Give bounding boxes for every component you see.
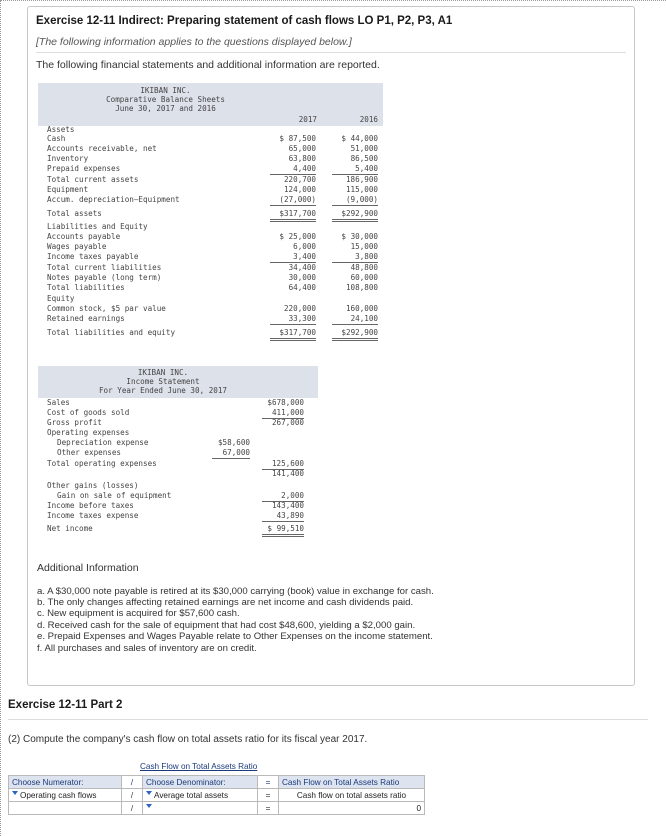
bs-row-label: Inventory xyxy=(47,154,89,163)
bs-value-2017: (27,000) xyxy=(270,195,316,206)
is-outer-value: 143,400 xyxy=(271,501,304,510)
bs-row-label: Equipment xyxy=(47,185,89,194)
divider xyxy=(8,719,648,720)
bs-value-2016: 5,400 xyxy=(332,164,378,175)
bs-value-2016: (9,000) xyxy=(332,195,378,206)
bs-value-2017: 220,700 xyxy=(283,175,316,184)
result-input[interactable]: 0 xyxy=(279,802,425,815)
top-border xyxy=(0,0,666,1)
bs-row-label: Accounts payable xyxy=(47,232,121,241)
bs-row-label: Accounts receivable, net xyxy=(47,144,157,153)
bs-row-label: Prepaid expenses xyxy=(47,164,121,173)
ratio-table xyxy=(8,775,425,815)
part2-question: (2) Compute the company's cash flow on total assets ratio for its fiscal year 2017. xyxy=(8,734,368,745)
bs-value-2017: 6,000 xyxy=(293,242,316,251)
additional-item: f. All purchases and sales of inventory are on credit. xyxy=(37,643,257,654)
result-header: Cash Flow on Total Assets Ratio xyxy=(279,776,425,789)
bs-row-label: Total assets xyxy=(47,209,102,218)
bs-col-2016: 2016 xyxy=(359,115,378,124)
bs-value-2016: 86,500 xyxy=(350,154,378,163)
is-outer-value: 125,600 xyxy=(262,459,304,470)
ratio-table-title: Cash Flow on Total Assets Ratio xyxy=(140,762,258,771)
is-row-label: Other gains (losses) xyxy=(47,481,139,490)
is-row-label: Income before taxes xyxy=(47,501,134,510)
is-row-label: Net income xyxy=(47,524,93,533)
bs-value-2017: 64,400 xyxy=(288,283,316,292)
divide-symbol: / xyxy=(122,789,143,802)
is-outer-value: 411,000 xyxy=(262,408,304,419)
additional-item: b. The only changes affecting retained earnings are net income and cash dividends paid. xyxy=(37,597,414,608)
numerator-select[interactable] xyxy=(9,789,122,802)
bs-row-label: Total current assets xyxy=(47,175,139,184)
dropdown-marker-icon xyxy=(146,804,152,808)
is-row-label: Gain on sale of equipment xyxy=(57,491,172,500)
bs-value-2016: 48,800 xyxy=(350,263,378,272)
is-outer-value: 141,400 xyxy=(271,469,304,478)
bs-company: IKIBAN INC. xyxy=(140,86,191,95)
equals-symbol: = xyxy=(258,776,279,789)
bs-value-2016: 3,800 xyxy=(332,252,378,263)
bs-row-label: Cash xyxy=(47,134,66,143)
additional-item: d. Received cash for the sale of equipment that had cost $48,600, yielding a $2,000 gain. xyxy=(37,620,416,631)
denominator-header: Choose Denominator: xyxy=(143,776,258,789)
bs-assets-heading: Assets xyxy=(47,125,75,134)
additional-item: c. New equipment is acquired for $57,600 cash. xyxy=(37,608,240,619)
denominator-select[interactable] xyxy=(143,789,258,802)
exercise-title: Exercise 12-11 Indirect: Preparing statement of cash flows LO P1, P2, P3, A1 xyxy=(36,15,453,27)
bs-value-2017: $317,700 xyxy=(270,209,316,222)
bs-value-2016: $ 44,000 xyxy=(341,134,378,143)
bs-value-2016: 60,000 xyxy=(350,273,378,282)
bs-col-2017: 2017 xyxy=(298,115,317,124)
bs-value-2017: 4,400 xyxy=(270,164,316,175)
is-outer-value: 43,890 xyxy=(262,511,304,522)
bs-value-2017: 3,400 xyxy=(270,252,316,263)
is-outer-value: $ 99,510 xyxy=(262,524,304,537)
dropdown-marker-icon xyxy=(12,791,18,795)
bs-value-2016: 108,800 xyxy=(345,283,378,292)
bs-value-2017: $317,700 xyxy=(270,328,316,341)
bs-value-2016: $ 30,000 xyxy=(341,232,378,241)
denominator-input[interactable] xyxy=(143,802,258,815)
bs-value-2016: $292,900 xyxy=(332,328,378,341)
bs-value-2016: 115,000 xyxy=(345,185,378,194)
numerator-input[interactable] xyxy=(9,802,122,815)
is-company: IKIBAN INC. xyxy=(137,368,189,377)
intro-text: The following financial statements and additional information are reported. xyxy=(36,59,380,71)
bs-value-2017: 65,000 xyxy=(288,144,316,153)
bs-row-label: Accum. depreciation—Equipment xyxy=(47,195,180,204)
bs-row-label: Common stock, $5 par value xyxy=(47,304,166,313)
bs-value-2017: $ 25,000 xyxy=(279,232,316,241)
divide-symbol: / xyxy=(122,802,143,815)
bs-value-2017: 30,000 xyxy=(288,273,316,282)
is-row-label: Sales xyxy=(47,398,70,407)
divider xyxy=(36,52,626,53)
bs-row-label: Total liabilities xyxy=(47,283,125,292)
bs-value-2017: $ 87,500 xyxy=(279,134,316,143)
bs-value-2017: 63,800 xyxy=(288,154,316,163)
equals-symbol: = xyxy=(258,802,279,815)
is-row-label: Operating expenses xyxy=(47,428,130,437)
is-outer-value: 2,000 xyxy=(262,491,304,502)
bs-value-2016: 24,100 xyxy=(332,314,378,325)
additional-item: e. Prepaid Expenses and Wages Payable relate to Other Expenses on the income statement. xyxy=(37,631,433,642)
bs-row-label: Total current liabilities xyxy=(47,263,162,272)
numerator-value: Operating cash flows xyxy=(20,790,97,800)
is-row-label: Other expenses xyxy=(57,448,122,457)
is-row-label: Gross profit xyxy=(47,418,102,427)
is-row-label: Total operating expenses xyxy=(47,459,157,468)
is-date: For Year Ended June 30, 2017 xyxy=(98,386,227,395)
applies-note: [The following information applies to the questions displayed below.] xyxy=(36,36,352,48)
bs-row-label: Retained earnings xyxy=(47,314,125,323)
bs-date: June 30, 2017 and 2016 xyxy=(115,104,216,113)
bs-value-2016: 160,000 xyxy=(345,304,378,313)
bs-value-2017: 33,300 xyxy=(270,314,316,325)
bs-value-2016: 51,000 xyxy=(350,144,378,153)
bs-row-label: Total liabilities and equity xyxy=(47,328,176,337)
additional-item: a. A $30,000 note payable is retired at its $30,000 carrying (book) value in exchange for cash. xyxy=(37,586,434,597)
is-row-label: Depreciation expense xyxy=(57,438,149,447)
dropdown-marker-icon xyxy=(146,791,152,795)
left-border xyxy=(0,0,1,836)
is-inner-value: 67,000 xyxy=(212,448,250,459)
denominator-value: Average total assets xyxy=(154,790,229,800)
is-outer-value: $678,000 xyxy=(267,398,304,407)
is-title: Income Statement xyxy=(126,377,200,386)
bs-value-2017: 220,000 xyxy=(283,304,316,313)
bs-value-2017: 34,400 xyxy=(288,263,316,272)
bs-value-2016: 15,000 xyxy=(350,242,378,251)
bs-title: Comparative Balance Sheets xyxy=(106,95,225,104)
equals-symbol: = xyxy=(258,789,279,802)
part2-title: Exercise 12-11 Part 2 xyxy=(8,699,123,711)
is-row-label: Income taxes expense xyxy=(47,511,139,520)
additional-info-title: Additional Information xyxy=(37,562,139,574)
divide-symbol: / xyxy=(122,776,143,789)
is-outer-value: 267,000 xyxy=(271,418,304,427)
bs-row-label: Income taxes payable xyxy=(47,252,139,261)
bs-row-label: Notes payable (long term) xyxy=(47,273,162,282)
is-row-label: Cost of goods sold xyxy=(47,408,130,417)
bs-value-2016: $292,900 xyxy=(332,209,378,222)
bs-row-label: Wages payable xyxy=(47,242,107,251)
bs-value-2017: 124,000 xyxy=(283,185,316,194)
bs-row-label: Equity xyxy=(47,294,75,303)
bs-row-label: Liabilities and Equity xyxy=(47,222,148,231)
is-inner-value: $58,600 xyxy=(217,438,250,447)
result-label: Cash flow on total assets ratio xyxy=(279,789,425,802)
numerator-header: Choose Numerator: xyxy=(9,776,122,789)
bs-value-2016: 186,900 xyxy=(345,175,378,184)
